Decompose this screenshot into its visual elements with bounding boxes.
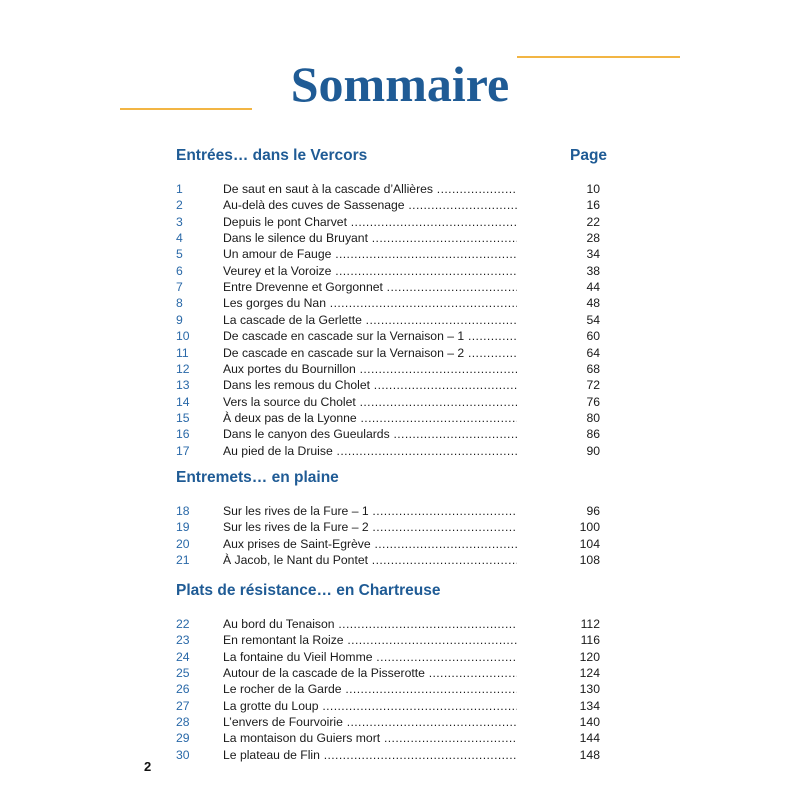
toc-entry [176,698,600,714]
entry-number: 25 [176,666,190,681]
toc-entry [176,443,600,459]
entry-title: Aux portes du Bournillon ..... [223,361,517,377]
entry-number: 15 [176,410,190,425]
entry-page: 10 [586,182,600,196]
toc-entry [176,361,600,377]
entry-title: Le rocher de la Garde ..... [223,681,517,697]
entry-number: 24 [176,649,190,664]
page-column-header: Page [570,147,608,164]
toc-entry [176,632,600,648]
entry-page: 116 [580,633,600,648]
page-number: 2 [144,759,152,774]
entry-page: 124 [579,666,600,681]
entry-page: 68 [586,361,600,376]
entry-title: Les gorges du Nan ..... [223,295,517,311]
section-title: Entrées… dans le Vercors [176,147,368,164]
entry-number: 17 [176,443,190,458]
entry-title: À Jacob, le Nant du Pontet ..... [223,552,517,568]
entry-title: Veurey et la Voroize ..... [223,263,517,279]
entry-title: En remontant la Roize ..... [223,632,517,648]
page-title: Sommaire [290,56,510,112]
entry-title: Dans les remous du Cholet ..... [223,377,517,393]
toc-entry [176,181,600,197]
entry-page: 76 [586,394,600,409]
toc-entry [176,519,600,535]
entry-page: 140 [579,715,600,730]
entry-title: La grotte du Loup ..... [223,698,517,714]
section-title: Entremets… en plaine [176,469,339,486]
entry-number: 13 [176,378,190,393]
toc-entry [176,312,600,328]
entry-number: 30 [176,747,190,762]
entry-title: Le plateau de Flin ..... [223,747,517,763]
entry-number: 1 [176,182,183,196]
entry-number: 20 [176,536,190,551]
entry-number: 12 [176,361,190,376]
entry-number: 7 [176,280,183,295]
entry-page: 120 [579,649,600,664]
entry-number: 8 [176,296,183,311]
entry-number: 9 [176,312,183,327]
entry-title: Sur les rives de la Fure – 1 ..... [223,503,517,519]
toc-entry [176,552,600,568]
toc-entry [176,665,600,681]
entry-title: À deux pas de la Lyonne ..... [223,410,517,426]
entry-title: La fontaine du Vieil Homme ..... [223,649,517,665]
toc-entry [176,714,600,730]
entry-number: 10 [176,329,190,344]
toc-entry [176,426,600,442]
toc-entry [176,230,600,246]
toc-entry [176,536,600,552]
toc-entry [176,616,600,632]
entry-number: 3 [176,214,183,229]
entry-number: 18 [176,504,190,518]
entry-title: Depuis le pont Charvet ..... [223,214,517,230]
entry-page: 60 [586,329,600,344]
entry-title: De saut en saut à la cascade d’Allières ..... [223,181,517,197]
entry-page: 130 [579,682,600,697]
entry-page: 38 [586,263,600,278]
entry-number: 27 [176,698,190,713]
toc-entry [176,328,600,344]
entry-number: 6 [176,263,183,278]
entry-number: 14 [176,394,190,409]
entry-page: 16 [586,198,600,213]
entry-page: 28 [586,231,600,246]
entry-page: 86 [586,427,600,442]
entry-title: De cascade en cascade sur la Vernaison – 2 ..... [223,345,517,361]
entry-title: Sur les rives de la Fure – 2 ..... [223,519,517,535]
entry-number: 26 [176,682,190,697]
entry-number: 19 [176,520,190,535]
entry-page: 44 [586,280,600,295]
entry-number: 11 [176,345,189,360]
entry-page: 108 [579,553,600,568]
entry-title: Vers la source du Cholet ..... [223,394,517,410]
entry-page: 148 [579,747,600,762]
entry-title: Au bord du Tenaison ..... [223,616,517,632]
entry-page: 72 [586,378,600,393]
entry-page: 96 [586,504,600,518]
entry-page: 100 [579,520,600,535]
toc-entry [176,730,600,746]
entry-page: 144 [579,731,600,746]
entry-page: 80 [586,410,600,425]
entry-title: Dans le canyon des Gueulards ..... [223,426,517,442]
toc-entry [176,747,600,763]
entry-title: L’envers de Fourvoirie ..... [223,714,517,730]
toc-entry [176,246,600,262]
entry-page: 64 [586,345,600,360]
toc-entry [176,394,600,410]
entry-page: 22 [586,214,600,229]
toc-entry [176,410,600,426]
entry-title: Dans le silence du Bruyant ..... [223,230,517,246]
entry-title: Aux prises de Saint-Egrève ..... [223,536,517,552]
entry-page: 112 [580,617,600,631]
entry-title: La cascade de la Gerlette ..... [223,312,517,328]
entry-page: 48 [586,296,600,311]
toc-entry [176,197,600,213]
entry-number: 22 [176,617,190,631]
entry-title: Autour de la cascade de la Pisserotte ..... [223,665,517,681]
toc-entry [176,345,600,361]
entry-title: La montaison du Guiers mort ..... [223,730,517,746]
entry-number: 5 [176,247,183,262]
toc-entry [176,263,600,279]
entry-title: De cascade en cascade sur la Vernaison – 1 ..... [223,328,517,344]
entry-number: 29 [176,731,190,746]
entry-number: 23 [176,633,190,648]
toc-entry [176,214,600,230]
entry-number: 16 [176,427,190,442]
entry-page: 134 [579,698,600,713]
entry-title: Au pied de la Druise ..... [223,443,517,459]
section-title: Plats de résistance… en Chartreuse [176,582,441,599]
entry-page: 90 [586,443,600,458]
entry-page: 34 [586,247,600,262]
toc-entry [176,681,600,697]
entry-number: 28 [176,715,190,730]
toc-entry [176,377,600,393]
toc-entry [176,503,600,519]
toc-entry [176,279,600,295]
entry-title: Entre Drevenne et Gorgonnet ..... [223,279,517,295]
toc-entry [176,649,600,665]
entry-title: Un amour de Fauge ..... [223,246,517,262]
toc-entry [176,295,600,311]
entry-number: 21 [176,553,190,568]
entry-number: 2 [176,198,183,213]
entry-title: Au-delà des cuves de Sassenage ..... [223,197,517,213]
entry-number: 4 [176,231,183,246]
entry-page: 54 [586,312,600,327]
entry-page: 104 [579,536,600,551]
